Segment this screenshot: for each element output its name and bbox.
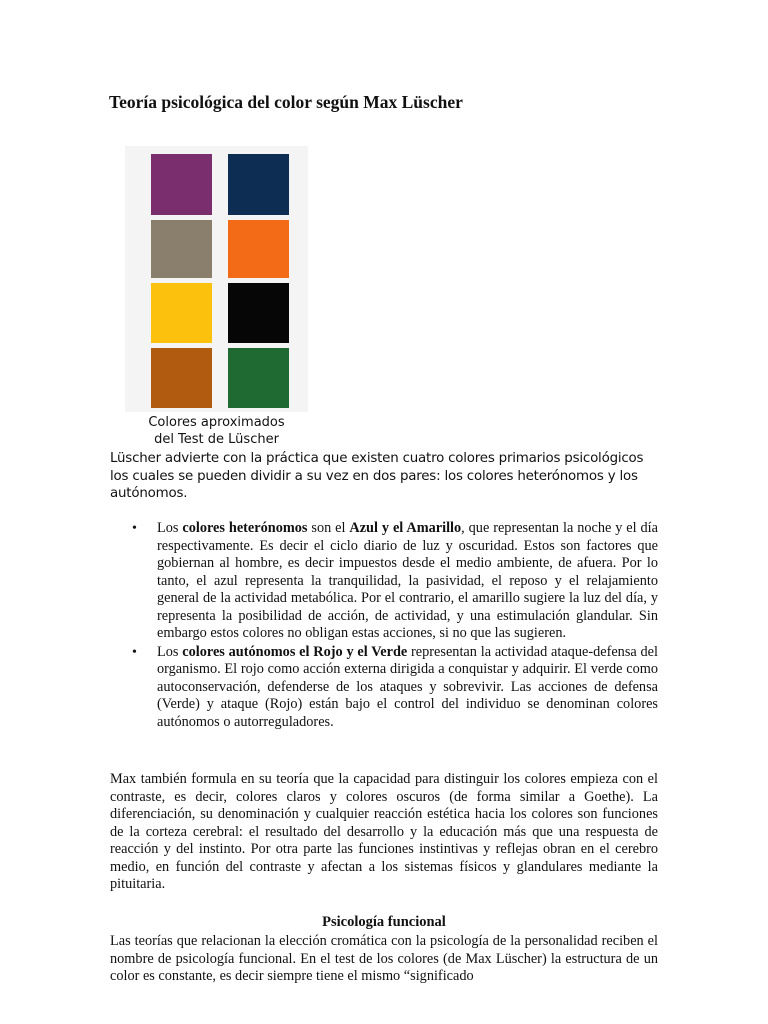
caption-line-2: del Test de Lüscher — [154, 432, 279, 447]
swatch-orange-red — [228, 220, 289, 278]
bullet2-text: representan la actividad ataque-defensa del organismo. El rojo como acción externa dirigida a conquistar y adquirir. El verde como autoconservación, defenderse de los ataques y sobrevivir. Las acciones de defensa (Verde) y ataque (Rojo) están bajo el control del individuo se denominan colores autónomos o autorreguladores. — [157, 643, 658, 730]
bullet1-bold-colors: Azul y el Amarillo — [349, 520, 462, 536]
contrast-paragraph: Max también formula en su teoría que la capacidad para distinguir los colores empieza con el contraste, es decir, colores claros y colores oscuros (de forma similar a Goethe). La diferenciación, su denominación y cualquier reacción estética hacia los colores son funciones de la corteza cerebral: el resultado del desarrollo y la educación más que una respuesta de reacción y del instinto. Por otra parte las funciones instintivas y reflejas obran en el cerebro medio, en función del contraste y afectan a los sistemas físicos y glandulares mediante la pituitaria. — [110, 771, 658, 892]
figure-caption — [125, 414, 308, 448]
bullet1-prefix: Los — [157, 520, 183, 536]
swatch-purple — [151, 154, 212, 215]
swatch-brown — [151, 348, 212, 408]
swatch-gray-brown — [151, 220, 212, 278]
document-title: Teoría psicológica del color según Max Lüscher — [109, 92, 463, 112]
bullet1-middle: son el — [307, 520, 350, 536]
swatch-green — [228, 348, 289, 408]
bullet1-bold-term: colores heterónomos — [182, 520, 308, 536]
list-item-autonomous — [110, 644, 658, 732]
color-pairs-list — [110, 520, 658, 732]
bullet2-prefix: Los — [157, 643, 183, 660]
bullet-icon: • — [132, 644, 137, 660]
caption-line-1: Colores aproximados — [148, 415, 285, 430]
swatch-navy-blue — [228, 154, 289, 215]
section-heading: Psicología funcional — [322, 914, 446, 930]
bullet1-text: , que representan la noche y el día respectivamente. Es decir el ciclo diario de luz y oscuridad. Estos son factores que gobiernan al hombre, es decir impuestos desde el medio ambiente, de afuera. Por lo tanto, el azul representa la tranquilidad, la pasividad, el reposo y el relajamiento general de la actividad metabólica. Por el contrario, el amarillo sugiere la luz del día, y representa la posibilidad de acción, de actividad, y una estimulación glandular. Sin embargo estos colores no obligan estas acciones, si no que las sugieren. — [157, 520, 658, 641]
swatch-yellow — [151, 283, 212, 343]
bullet2-bold-term: colores autónomos el Rojo y el Verde — [182, 643, 408, 660]
swatch-black — [228, 283, 289, 343]
functional-psychology-paragraph: Las teorías que relacionan la elección cromática con la psicología de la personalidad reciben el nombre de psicología funcional. En el test de los colores (de Max Lüscher) la estructura de un color es constante, es decir siempre tiene el mismo “significado — [110, 933, 658, 984]
color-swatch-figure — [125, 146, 308, 412]
list-item-heteronomous — [110, 520, 658, 643]
intro-paragraph: Lüscher advierte con la práctica que existen cuatro colores primarios psicológicos los cuales se pueden dividir a su vez en dos pares: los colores heterónomos y los autónomos. — [110, 451, 644, 501]
bullet-icon: • — [132, 521, 137, 536]
